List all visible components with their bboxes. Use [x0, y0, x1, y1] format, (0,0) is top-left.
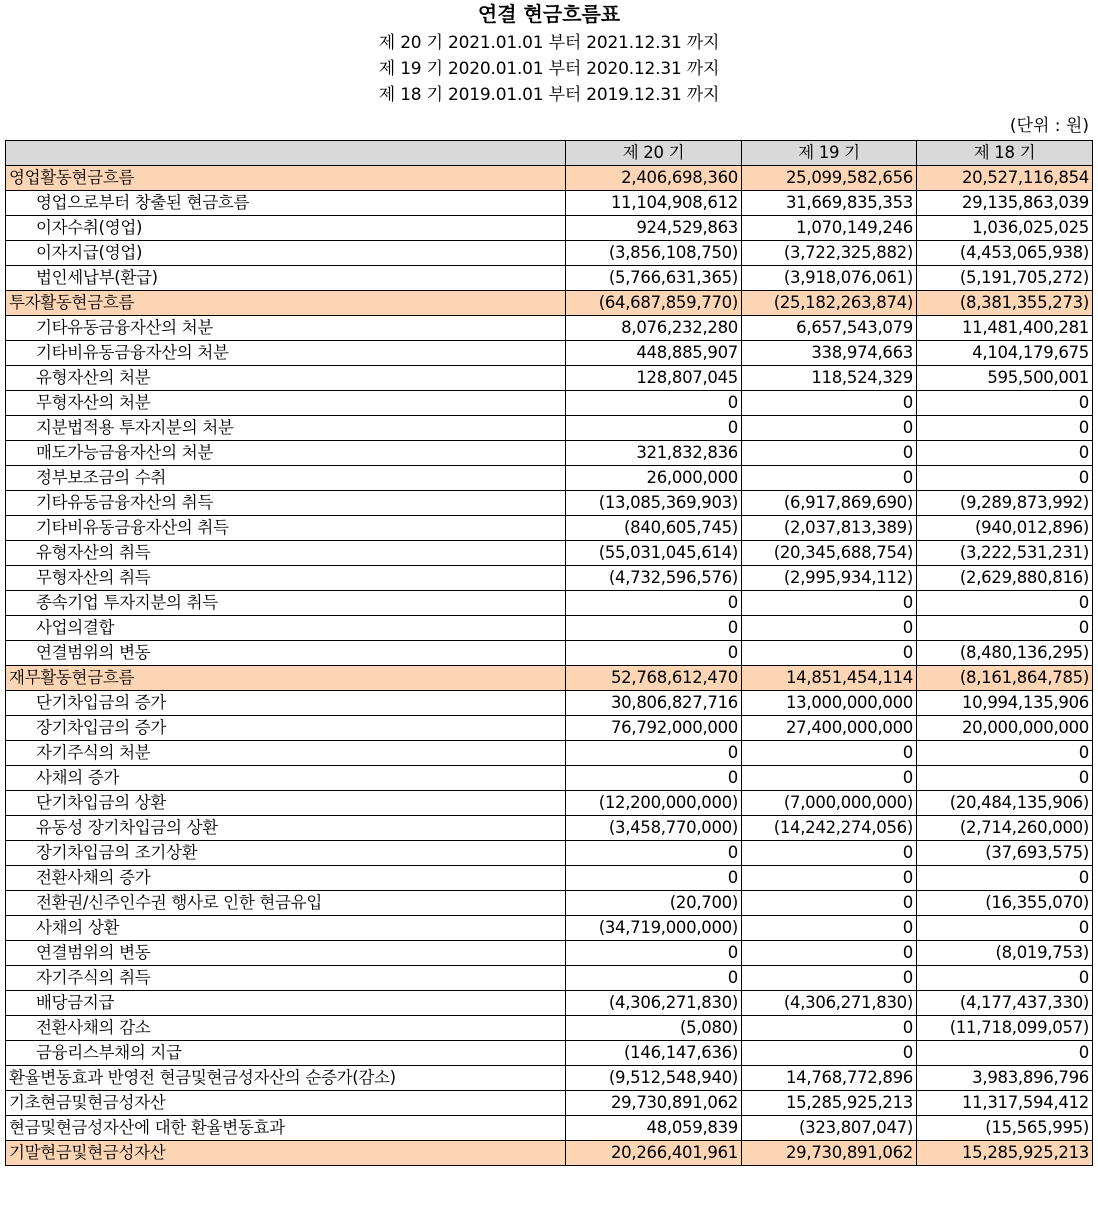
value-cell-period-18: 0 [917, 441, 1093, 466]
value-cell-period-18: 20,000,000,000 [917, 716, 1093, 741]
value-cell-period-18: 0 [917, 916, 1093, 941]
table-row [6, 616, 1093, 641]
header-period-20: 제 20 기 [566, 141, 742, 166]
row-label: 환율변동효과 반영전 현금및현금성자산의 순증가(감소) [6, 1066, 566, 1091]
row-label: 지분법적용 투자지분의 처분 [6, 416, 566, 441]
table-row [6, 816, 1093, 841]
row-label: 무형자산의 취득 [6, 566, 566, 591]
table-row [6, 166, 1093, 191]
value-cell-period-20: (4,732,596,576) [566, 566, 742, 591]
value-cell-period-19: 0 [742, 641, 917, 666]
value-cell-period-19: 29,730,891,062 [742, 1141, 917, 1166]
value-cell-period-18: (2,714,260,000) [917, 816, 1093, 841]
value-cell-period-18: (15,565,995) [917, 1116, 1093, 1141]
value-cell-period-20: 0 [566, 841, 742, 866]
value-cell-period-18: 0 [917, 766, 1093, 791]
table-row [6, 941, 1093, 966]
value-cell-period-19: 0 [742, 966, 917, 991]
value-cell-period-20: 52,768,612,470 [566, 666, 742, 691]
table-row [6, 416, 1093, 441]
value-cell-period-20: 448,885,907 [566, 341, 742, 366]
table-row [6, 641, 1093, 666]
value-cell-period-18: (20,484,135,906) [917, 791, 1093, 816]
value-cell-period-19: 0 [742, 941, 917, 966]
value-cell-period-20: 20,266,401,961 [566, 1141, 742, 1166]
value-cell-period-18: 4,104,179,675 [917, 341, 1093, 366]
value-cell-period-20: 30,806,827,716 [566, 691, 742, 716]
table-row [6, 566, 1093, 591]
value-cell-period-20: 26,000,000 [566, 466, 742, 491]
value-cell-period-18: (8,019,753) [917, 941, 1093, 966]
row-label: 기타비유동금융자산의 처분 [6, 341, 566, 366]
row-label: 투자활동현금흐름 [6, 291, 566, 316]
value-cell-period-19: 0 [742, 766, 917, 791]
value-cell-period-20: (20,700) [566, 891, 742, 916]
value-cell-period-18: 0 [917, 1041, 1093, 1066]
row-label: 법인세납부(환급) [6, 266, 566, 291]
row-label: 기타유동금융자산의 처분 [6, 316, 566, 341]
table-row [6, 1041, 1093, 1066]
value-cell-period-18: (940,012,896) [917, 516, 1093, 541]
value-cell-period-20: 0 [566, 741, 742, 766]
value-cell-period-20: 29,730,891,062 [566, 1091, 742, 1116]
table-row [6, 1141, 1093, 1166]
table-body [6, 166, 1093, 1166]
table-row [6, 291, 1093, 316]
value-cell-period-18: 15,285,925,213 [917, 1141, 1093, 1166]
row-label: 영업으로부터 창출된 현금흐름 [6, 191, 566, 216]
row-label: 현금및현금성자산에 대한 환율변동효과 [6, 1116, 566, 1141]
row-label: 자기주식의 취득 [6, 966, 566, 991]
value-cell-period-18: 0 [917, 416, 1093, 441]
row-label: 정부보조금의 수취 [6, 466, 566, 491]
table-header-row [6, 141, 1093, 166]
table-row [6, 266, 1093, 291]
value-cell-period-19: 0 [742, 416, 917, 441]
unit-label: (단위 : 원) [1009, 116, 1089, 136]
value-cell-period-18: (3,222,531,231) [917, 541, 1093, 566]
value-cell-period-19: 27,400,000,000 [742, 716, 917, 741]
row-label: 장기차입금의 조기상환 [6, 841, 566, 866]
value-cell-period-20: 2,406,698,360 [566, 166, 742, 191]
value-cell-period-20: (5,766,631,365) [566, 266, 742, 291]
value-cell-period-20: (9,512,548,940) [566, 1066, 742, 1091]
value-cell-period-20: 0 [566, 966, 742, 991]
value-cell-period-20: 321,832,836 [566, 441, 742, 466]
value-cell-period-19: 0 [742, 866, 917, 891]
value-cell-period-19: 0 [742, 916, 917, 941]
table-row [6, 866, 1093, 891]
table-row [6, 541, 1093, 566]
cash-flow-table [5, 140, 1093, 1166]
table-row [6, 966, 1093, 991]
table-row [6, 591, 1093, 616]
table-row [6, 466, 1093, 491]
row-label: 장기차입금의 증가 [6, 716, 566, 741]
value-cell-period-18: 10,994,135,906 [917, 691, 1093, 716]
row-label: 이자지급(영업) [6, 241, 566, 266]
table-row [6, 1116, 1093, 1141]
row-label: 연결범위의 변동 [6, 641, 566, 666]
value-cell-period-19: 0 [742, 1041, 917, 1066]
header-period-18: 제 18 기 [917, 141, 1093, 166]
value-cell-period-18: (2,629,880,816) [917, 566, 1093, 591]
value-cell-period-19: 1,070,149,246 [742, 216, 917, 241]
value-cell-period-18: (11,718,099,057) [917, 1016, 1093, 1041]
value-cell-period-18: (8,161,864,785) [917, 666, 1093, 691]
value-cell-period-20: 0 [566, 766, 742, 791]
row-label: 전환사채의 증가 [6, 866, 566, 891]
table-row [6, 1016, 1093, 1041]
value-cell-period-18: 0 [917, 866, 1093, 891]
value-cell-period-19: 0 [742, 466, 917, 491]
table-row [6, 1091, 1093, 1116]
table-row [6, 916, 1093, 941]
page-title: 연결 현금흐름표 [477, 2, 621, 26]
value-cell-period-18: (8,480,136,295) [917, 641, 1093, 666]
value-cell-period-18: 1,036,025,025 [917, 216, 1093, 241]
header-label-cell [6, 141, 566, 166]
value-cell-period-19: (3,918,076,061) [742, 266, 917, 291]
value-cell-period-19: (2,995,934,112) [742, 566, 917, 591]
value-cell-period-20: (3,856,108,750) [566, 241, 742, 266]
value-cell-period-19: (6,917,869,690) [742, 491, 917, 516]
table-row [6, 441, 1093, 466]
value-cell-period-20: (3,458,770,000) [566, 816, 742, 841]
value-cell-period-19: (3,722,325,882) [742, 241, 917, 266]
value-cell-period-19: 0 [742, 741, 917, 766]
value-cell-period-18: 0 [917, 391, 1093, 416]
value-cell-period-18: 595,500,001 [917, 366, 1093, 391]
row-label: 유형자산의 취득 [6, 541, 566, 566]
value-cell-period-19: 118,524,329 [742, 366, 917, 391]
row-label: 기말현금및현금성자산 [6, 1141, 566, 1166]
period-line: 제 19 기 2020.01.01 부터 2020.12.31 까지 [378, 59, 720, 79]
value-cell-period-20: 128,807,045 [566, 366, 742, 391]
value-cell-period-20: (55,031,045,614) [566, 541, 742, 566]
table-row [6, 341, 1093, 366]
table-row [6, 741, 1093, 766]
value-cell-period-19: 6,657,543,079 [742, 316, 917, 341]
value-cell-period-20: (64,687,859,770) [566, 291, 742, 316]
row-label: 단기차입금의 상환 [6, 791, 566, 816]
row-label: 종속기업 투자지분의 취득 [6, 591, 566, 616]
value-cell-period-19: 0 [742, 1016, 917, 1041]
value-cell-period-18: (4,177,437,330) [917, 991, 1093, 1016]
period-line: 제 20 기 2021.01.01 부터 2021.12.31 까지 [378, 33, 720, 53]
value-cell-period-19: 0 [742, 441, 917, 466]
value-cell-period-20: 0 [566, 941, 742, 966]
value-cell-period-19: (2,037,813,389) [742, 516, 917, 541]
value-cell-period-19: 0 [742, 591, 917, 616]
value-cell-period-20: 0 [566, 391, 742, 416]
row-label: 금융리스부채의 지급 [6, 1041, 566, 1066]
row-label: 전환사채의 감소 [6, 1016, 566, 1041]
table-row [6, 791, 1093, 816]
row-label: 단기차입금의 증가 [6, 691, 566, 716]
row-label: 기초현금및현금성자산 [6, 1091, 566, 1116]
value-cell-period-18: 0 [917, 966, 1093, 991]
value-cell-period-20: (12,200,000,000) [566, 791, 742, 816]
value-cell-period-19: (4,306,271,830) [742, 991, 917, 1016]
row-label: 유형자산의 처분 [6, 366, 566, 391]
value-cell-period-20: 48,059,839 [566, 1116, 742, 1141]
value-cell-period-18: (16,355,070) [917, 891, 1093, 916]
value-cell-period-20: (840,605,745) [566, 516, 742, 541]
value-cell-period-18: (37,693,575) [917, 841, 1093, 866]
value-cell-period-18: 11,317,594,412 [917, 1091, 1093, 1116]
value-cell-period-19: (14,242,274,056) [742, 816, 917, 841]
row-label: 전환권/신주인수권 행사로 인한 현금유입 [6, 891, 566, 916]
row-label: 연결범위의 변동 [6, 941, 566, 966]
table-row [6, 516, 1093, 541]
value-cell-period-19: 0 [742, 891, 917, 916]
value-cell-period-18: (9,289,873,992) [917, 491, 1093, 516]
table-row [6, 666, 1093, 691]
value-cell-period-20: 0 [566, 616, 742, 641]
row-label: 영업활동현금흐름 [6, 166, 566, 191]
value-cell-period-19: 13,000,000,000 [742, 691, 917, 716]
value-cell-period-20: 0 [566, 591, 742, 616]
value-cell-period-20: 76,792,000,000 [566, 716, 742, 741]
row-label: 기타비유동금융자산의 취득 [6, 516, 566, 541]
table-row [6, 241, 1093, 266]
value-cell-period-18: 11,481,400,281 [917, 316, 1093, 341]
value-cell-period-20: (4,306,271,830) [566, 991, 742, 1016]
value-cell-period-18: 0 [917, 616, 1093, 641]
value-cell-period-19: 14,851,454,114 [742, 666, 917, 691]
value-cell-period-19: 25,099,582,656 [742, 166, 917, 191]
value-cell-period-19: 0 [742, 616, 917, 641]
value-cell-period-19: 0 [742, 391, 917, 416]
value-cell-period-18: 3,983,896,796 [917, 1066, 1093, 1091]
row-label: 무형자산의 처분 [6, 391, 566, 416]
value-cell-period-18: 29,135,863,039 [917, 191, 1093, 216]
value-cell-period-19: (20,345,688,754) [742, 541, 917, 566]
value-cell-period-19: 0 [742, 841, 917, 866]
table-row [6, 1066, 1093, 1091]
table-row [6, 691, 1093, 716]
row-label: 유동성 장기차입금의 상환 [6, 816, 566, 841]
header-period-19: 제 19 기 [742, 141, 917, 166]
table-row [6, 891, 1093, 916]
value-cell-period-20: 924,529,863 [566, 216, 742, 241]
value-cell-period-18: 0 [917, 466, 1093, 491]
value-cell-period-20: 8,076,232,280 [566, 316, 742, 341]
row-label: 사업의결합 [6, 616, 566, 641]
value-cell-period-19: 338,974,663 [742, 341, 917, 366]
value-cell-period-20: (5,080) [566, 1016, 742, 1041]
row-label: 매도가능금융자산의 처분 [6, 441, 566, 466]
table-row [6, 716, 1093, 741]
value-cell-period-20: (13,085,369,903) [566, 491, 742, 516]
value-cell-period-18: 20,527,116,854 [917, 166, 1093, 191]
table-row [6, 491, 1093, 516]
value-cell-period-20: (146,147,636) [566, 1041, 742, 1066]
table-row [6, 316, 1093, 341]
value-cell-period-18: 0 [917, 741, 1093, 766]
value-cell-period-18: (8,381,355,273) [917, 291, 1093, 316]
value-cell-period-19: 14,768,772,896 [742, 1066, 917, 1091]
table-row [6, 991, 1093, 1016]
table-row [6, 391, 1093, 416]
period-line: 제 18 기 2019.01.01 부터 2019.12.31 까지 [378, 85, 720, 105]
value-cell-period-20: 0 [566, 641, 742, 666]
row-label: 기타유동금융자산의 취득 [6, 491, 566, 516]
value-cell-period-20: (34,719,000,000) [566, 916, 742, 941]
row-label: 사채의 증가 [6, 766, 566, 791]
table-row [6, 216, 1093, 241]
value-cell-period-19: 31,669,835,353 [742, 191, 917, 216]
value-cell-period-20: 0 [566, 866, 742, 891]
value-cell-period-18: (5,191,705,272) [917, 266, 1093, 291]
value-cell-period-20: 11,104,908,612 [566, 191, 742, 216]
row-label: 자기주식의 처분 [6, 741, 566, 766]
row-label: 사채의 상환 [6, 916, 566, 941]
row-label: 이자수취(영업) [6, 216, 566, 241]
row-label: 재무활동현금흐름 [6, 666, 566, 691]
value-cell-period-19: 15,285,925,213 [742, 1091, 917, 1116]
row-label: 배당금지급 [6, 991, 566, 1016]
table-row [6, 841, 1093, 866]
value-cell-period-20: 0 [566, 416, 742, 441]
value-cell-period-18: (4,453,065,938) [917, 241, 1093, 266]
table-row [6, 766, 1093, 791]
table-row [6, 366, 1093, 391]
value-cell-period-18: 0 [917, 591, 1093, 616]
value-cell-period-19: (25,182,263,874) [742, 291, 917, 316]
value-cell-period-19: (323,807,047) [742, 1116, 917, 1141]
table-row [6, 191, 1093, 216]
value-cell-period-19: (7,000,000,000) [742, 791, 917, 816]
